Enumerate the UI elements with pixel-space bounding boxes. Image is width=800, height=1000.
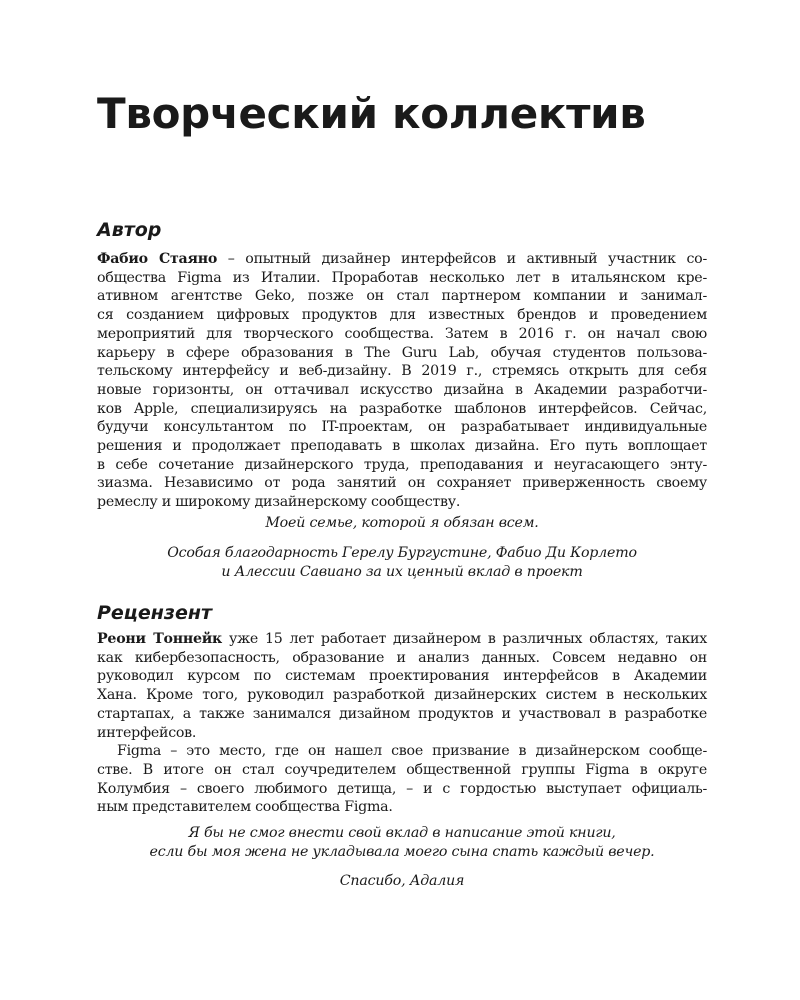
author-bio-line: ков Apple, специализируясь на разработке шаблонов интерфейсов. Сейчас, — [97, 400, 707, 417]
author-bio-line: мероприятий для творческого сообщества. Затем в 2016 г. он начал свою — [97, 325, 707, 342]
author-bio-line: Фабио Стаяно – опытный дизайнер интерфейсов и активный участник со- — [97, 251, 707, 267]
author-bio-line: зиазма. Независимо от рода занятий он сохраняет приверженность своему — [97, 475, 707, 492]
author-bio-line: будучи консультантом по IT-проектам, он разрабатывает индивидуальные — [97, 419, 707, 436]
reviewer-bio-line: интерфейсов. — [97, 724, 197, 741]
reviewer-heading: Рецензент — [97, 602, 212, 624]
reviewer-bio-line: Хана. Кроме того, руководил разработкой дизайнерских систем в нескольких — [97, 687, 707, 704]
reviewer-bio-line: стве. В итоге он стал соучредителем общественной группы Figma в округе — [97, 761, 707, 778]
reviewer-bio-line: руководил курсом по системам проектирования интерфейсов в Академии — [97, 668, 707, 685]
author-bio-line: новые горизонты, он оттачивал искусство дизайна в Академии разработчи- — [97, 381, 707, 398]
reviewer-bio-line: Figma – это место, где он нашел свое призвание в дизайнерском сообще- — [117, 743, 707, 760]
reviewer-bio-line: стартапах, а также занимался дизайном продуктов и участвовал в разработке — [97, 705, 707, 722]
author-bio-line: ремеслу и широкому дизайнерскому сообществу. — [97, 494, 461, 511]
author-bio — [97, 250, 707, 512]
author-thanks — [97, 544, 707, 581]
author-thanks-line: Особая благодарность Герелу Бургустине, Фабио Ди Корлето — [167, 545, 637, 561]
author-name: Фабио Стаяно — [97, 251, 218, 267]
reviewer-signoff: Спасибо, Адалия — [339, 873, 465, 889]
reviewer-bio-line: Реони Тоннейк уже 15 лет работает дизайнером в различных областях, таких — [97, 631, 707, 647]
author-dedication: Моей семье, которой я обязан всем. — [265, 515, 539, 531]
reviewer-bio-line: ным представителем сообщества Figma. — [97, 799, 393, 816]
reviewer-bio-line: Колумбия – своего любимого детища, – и с гордостью выступает официаль- — [97, 780, 707, 797]
author-bio-line: в себе сочетание дизайнерского труда, преподавания и неугасающего энту- — [97, 456, 707, 473]
author-thanks-line: и Алессии Савиано за их ценный вклад в проект — [221, 563, 583, 580]
reviewer-dedication — [97, 824, 707, 861]
author-bio-line: общества Figma из Италии. Проработав несколько лет в итальянском кре- — [97, 269, 707, 286]
reviewer-bio — [97, 630, 707, 817]
author-heading: Автор — [97, 219, 162, 241]
reviewer-name: Реони Тоннейк — [97, 631, 223, 647]
reviewer-dedication-line: если бы моя жена не укладывала моего сына спать каждый вечер. — [149, 843, 655, 860]
author-bio-line: решения и продолжает преподавать в школах дизайна. Его путь воплощает — [97, 438, 707, 455]
page-title: Творческий коллектив — [97, 89, 646, 138]
author-bio-line: ся созданием цифровых продуктов для известных брендов и проведением — [97, 307, 707, 324]
author-bio-line: карьеру в сфере образования в The Guru Lab, обучая студентов пользова- — [97, 344, 707, 361]
author-bio-line: тельскому интерфейсу и веб-дизайну. В 2019 г., стремясь открыть для себя — [97, 363, 707, 380]
reviewer-bio-line: как кибербезопасность, образование и анализ данных. Совсем недавно он — [97, 649, 707, 666]
reviewer-dedication-line: Я бы не смог внести свой вклад в написание этой книги, — [188, 825, 616, 841]
author-bio-line: ативном агентстве Geko, позже он стал партнером компании и занимал- — [97, 288, 707, 305]
